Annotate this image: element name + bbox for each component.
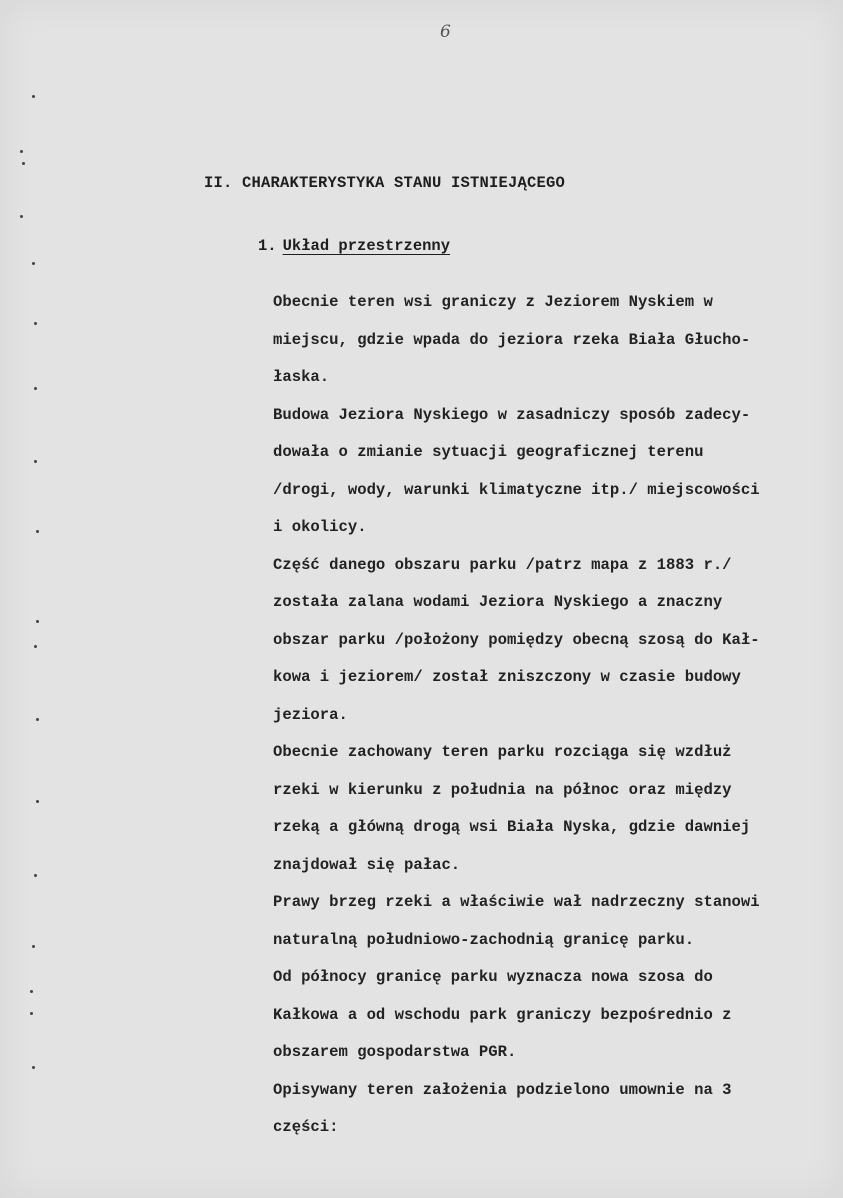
- margin-speck: [32, 1066, 35, 1069]
- margin-speck: [36, 530, 39, 533]
- body-line: rzeki w kierunku z południa na północ oraz między: [273, 780, 732, 799]
- body-line: łaska.: [273, 368, 330, 386]
- subsection-number: 1.: [258, 237, 277, 255]
- margin-speck: [32, 262, 35, 265]
- section-heading: II. CHARAKTERYSTYKA STANU ISTNIEJĄCEGO: [204, 174, 566, 192]
- margin-speck: [20, 215, 23, 218]
- body-line: części:: [273, 1118, 339, 1136]
- body-line: rzeką a główną drogą wsi Biała Nyska, gdzie dawniej: [273, 818, 751, 836]
- subsection-heading: [258, 237, 450, 255]
- body-line: naturalną południowo-zachodnią granicę parku.: [273, 930, 695, 949]
- body-line: Od północy granicę parku wyznacza nowa szosa do: [273, 968, 713, 986]
- body-line: miejscu, gdzie wpada do jeziora rzeka Biała Głucho-: [273, 330, 751, 349]
- body-line: Obecnie teren wsi graniczy z Jeziorem Nyskiem w: [273, 293, 713, 311]
- margin-speck: [34, 322, 37, 325]
- margin-speck: [36, 718, 39, 721]
- body-line: i okolicy.: [273, 518, 367, 536]
- body-line: Kałkowa a od wschodu park graniczy bezpośrednio z: [273, 1005, 732, 1024]
- body-line: Prawy brzeg rzeki a właściwie wał nadrzeczny stanowi: [273, 893, 760, 911]
- margin-speck: [36, 800, 39, 803]
- body-line: została zalana wodami Jeziora Nyskiego a znaczny: [273, 593, 723, 611]
- body-line: /drogi, wody, warunki klimatyczne itp./ miejscowości: [273, 480, 760, 499]
- body-line: Część danego obszaru parku /patrz mapa z 1883 r./: [273, 555, 732, 574]
- body-line: Obecnie zachowany teren parku rozciąga się wzdłuż: [273, 743, 732, 761]
- margin-speck: [34, 460, 37, 463]
- margin-speck: [32, 945, 35, 948]
- margin-speck: [30, 990, 33, 993]
- body-text: [273, 284, 839, 1147]
- body-line: Opisywany teren założenia podzielono umownie na 3: [273, 1080, 732, 1099]
- margin-speck: [22, 162, 25, 165]
- margin-speck: [36, 620, 39, 623]
- body-line: kowa i jeziorem/ został zniszczony w czasie budowy: [273, 668, 741, 686]
- margin-speck: [30, 1012, 33, 1015]
- body-line: obszarem gospodarstwa PGR.: [273, 1043, 517, 1061]
- margin-speck: [34, 645, 37, 648]
- page-number: 6: [440, 22, 451, 42]
- body-line: obszar parku /położony pomiędzy obecną szosą do Kał-: [273, 630, 760, 649]
- margin-speck: [34, 874, 37, 877]
- body-line: Budowa Jeziora Nyskiego w zasadniczy sposób zadecy-: [273, 405, 751, 424]
- margin-speck: [20, 150, 23, 153]
- margin-speck: [32, 95, 35, 98]
- body-line: znajdował się pałac.: [273, 855, 461, 874]
- body-line: dowała o zmianie sytuacji geograficznej terenu: [273, 443, 704, 461]
- body-line: jeziora.: [273, 705, 348, 724]
- margin-speck: [34, 387, 37, 390]
- subsection-title: Układ przestrzenny: [282, 237, 451, 255]
